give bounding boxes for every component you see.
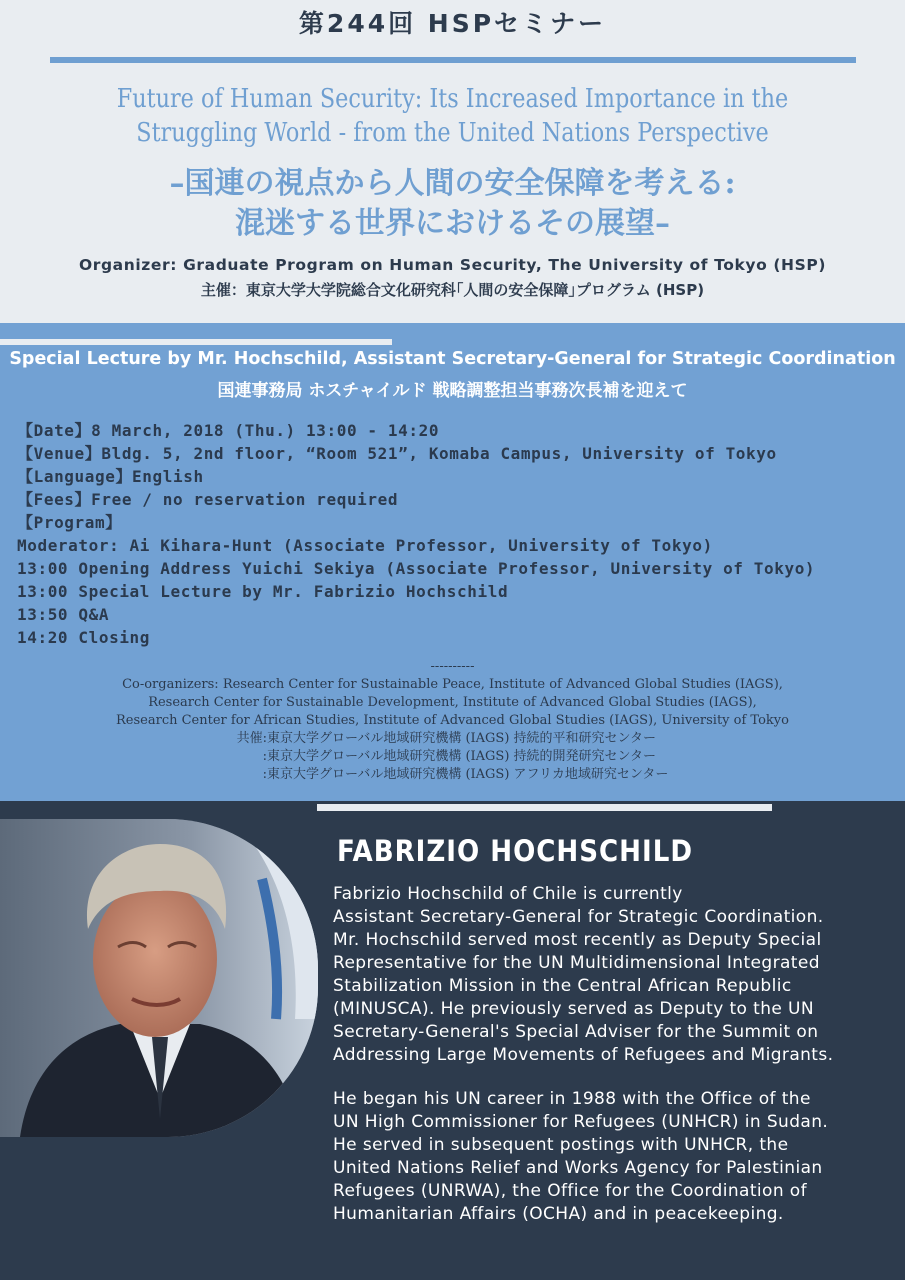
detail-fees: 【Fees】Free / no reservation required xyxy=(17,490,399,509)
bio-line: Fabrizio Hochschild of Chile is currently xyxy=(333,884,683,904)
detail-program-heading: 【Program】 xyxy=(17,513,122,532)
bio-line: United Nations Relief and Works Agency for Palestinian xyxy=(333,1158,823,1178)
speaker-photo xyxy=(0,819,318,1137)
organizer-jp: 主催：東京大学大学院総合文化研究科｢人間の安全保障｣プログラム (HSP) xyxy=(200,281,705,299)
bio-line: He began his UN career in 1988 with the Office of the xyxy=(333,1089,811,1109)
organizer-en: Organizer: Graduate Program on Human Security, The University of Tokyo (HSP) xyxy=(78,256,827,274)
program-closing: 14:20 Closing xyxy=(17,628,151,647)
bio-line: Addressing Large Movements of Refugees and Migrants. xyxy=(333,1045,834,1065)
speaker-name: FABRIZIO HOCHSCHILD xyxy=(337,834,693,868)
speaker-bio-paragraph-2 xyxy=(333,1088,903,1226)
title-en-line-1: Future of Human Security: Its Increased Importance in the xyxy=(116,84,789,114)
bio-line: UN High Commissioner for Refugees (UNHCR) in Sudan. xyxy=(333,1112,829,1132)
speaker-portrait-illustration xyxy=(0,819,318,1137)
detail-date: 【Date】8 March, 2018 (Thu.) 13:00 - 14:20 xyxy=(17,421,440,440)
bio-line: Mr. Hochschild served most recently as Deputy Special xyxy=(333,930,822,950)
header-divider xyxy=(50,57,856,63)
speaker-bio-paragraph-1 xyxy=(333,883,903,1067)
program-moderator: Moderator: Ai Kihara-Hunt (Associate Professor, University of Tokyo) xyxy=(17,536,713,555)
title-jp-line-1: –国連の視点から人間の安全保障を考える: xyxy=(169,166,736,201)
co-organizers-en-2: Research Center for Sustainable Development, Institute of Advanced Global Studies (IAGS), xyxy=(148,695,757,710)
program-opening: 13:00 Opening Address Yuichi Sekiya (Associate Professor, University of Tokyo) xyxy=(17,559,816,578)
bio-line: Secretary-General's Special Adviser for the Summit on xyxy=(333,1022,819,1042)
speaker-accent-bar xyxy=(317,804,772,811)
detail-language: 【Language】English xyxy=(17,467,204,486)
co-organizers-jp-2: :東京大学グローバル地域研究機構 (IAGS) 持続的開発研究センター xyxy=(236,749,657,764)
bio-line: Representative for the UN Multidimensional Integrated xyxy=(333,953,820,973)
co-organizers-divider: ---------- xyxy=(430,659,475,674)
co-organizers-en-1: Co-organizers: Research Center for Sustainable Peace, Institute of Advanced Global Studies (IAGS), xyxy=(122,677,783,692)
co-organizers-en-3: Research Center for African Studies, Institute of Advanced Global Studies (IAGS), University of Tokyo xyxy=(116,713,789,728)
detail-venue: 【Venue】Bldg. 5, 2nd floor, “Room 521”, Komaba Campus, University of Tokyo xyxy=(17,444,777,463)
bio-line: Assistant Secretary-General for Strategic Coordination. xyxy=(333,907,824,927)
co-organizers-jp xyxy=(237,730,669,784)
program-qa: 13:50 Q&A xyxy=(17,605,110,624)
co-organizers xyxy=(0,658,905,784)
title-jp-line-2: 混迷する世界におけるその展望– xyxy=(235,206,670,241)
bio-line: (MINUSCA). He previously served as Deputy to the UN xyxy=(333,999,814,1019)
event-details xyxy=(17,419,897,649)
seminar-series-title: 第244回 HSPセミナー xyxy=(298,9,607,38)
program-lecture: 13:00 Special Lecture by Mr. Fabrizio Hochschild xyxy=(17,582,509,601)
bio-line: Humanitarian Affairs (OCHA) and in peacekeeping. xyxy=(333,1204,784,1224)
title-en-line-2: Struggling World - from the United Nations Perspective xyxy=(136,118,769,148)
co-organizers-jp-3: :東京大学グローバル地域研究機構 (IAGS) アフリカ地域研究センター xyxy=(236,767,669,782)
lecture-title-jp: 国連事務局 ホスチャイルド 戦略調整担当事務次長補を迎えて xyxy=(217,381,688,401)
lecture-title-en: Special Lecture by Mr. Hochschild, Assistant Secretary-General for Strategic Coordination xyxy=(9,349,896,369)
co-organizers-jp-1: 共催:東京大学グローバル地域研究機構 (IAGS) 持続的平和研究センター xyxy=(236,731,657,746)
bio-line: He served in subsequent postings with UNHCR, the xyxy=(333,1135,789,1155)
lecture-accent-bar xyxy=(0,339,392,345)
bio-line: Refugees (UNRWA), the Office for the Coordination of xyxy=(333,1181,807,1201)
bio-line: Stabilization Mission in the Central African Republic xyxy=(333,976,792,996)
